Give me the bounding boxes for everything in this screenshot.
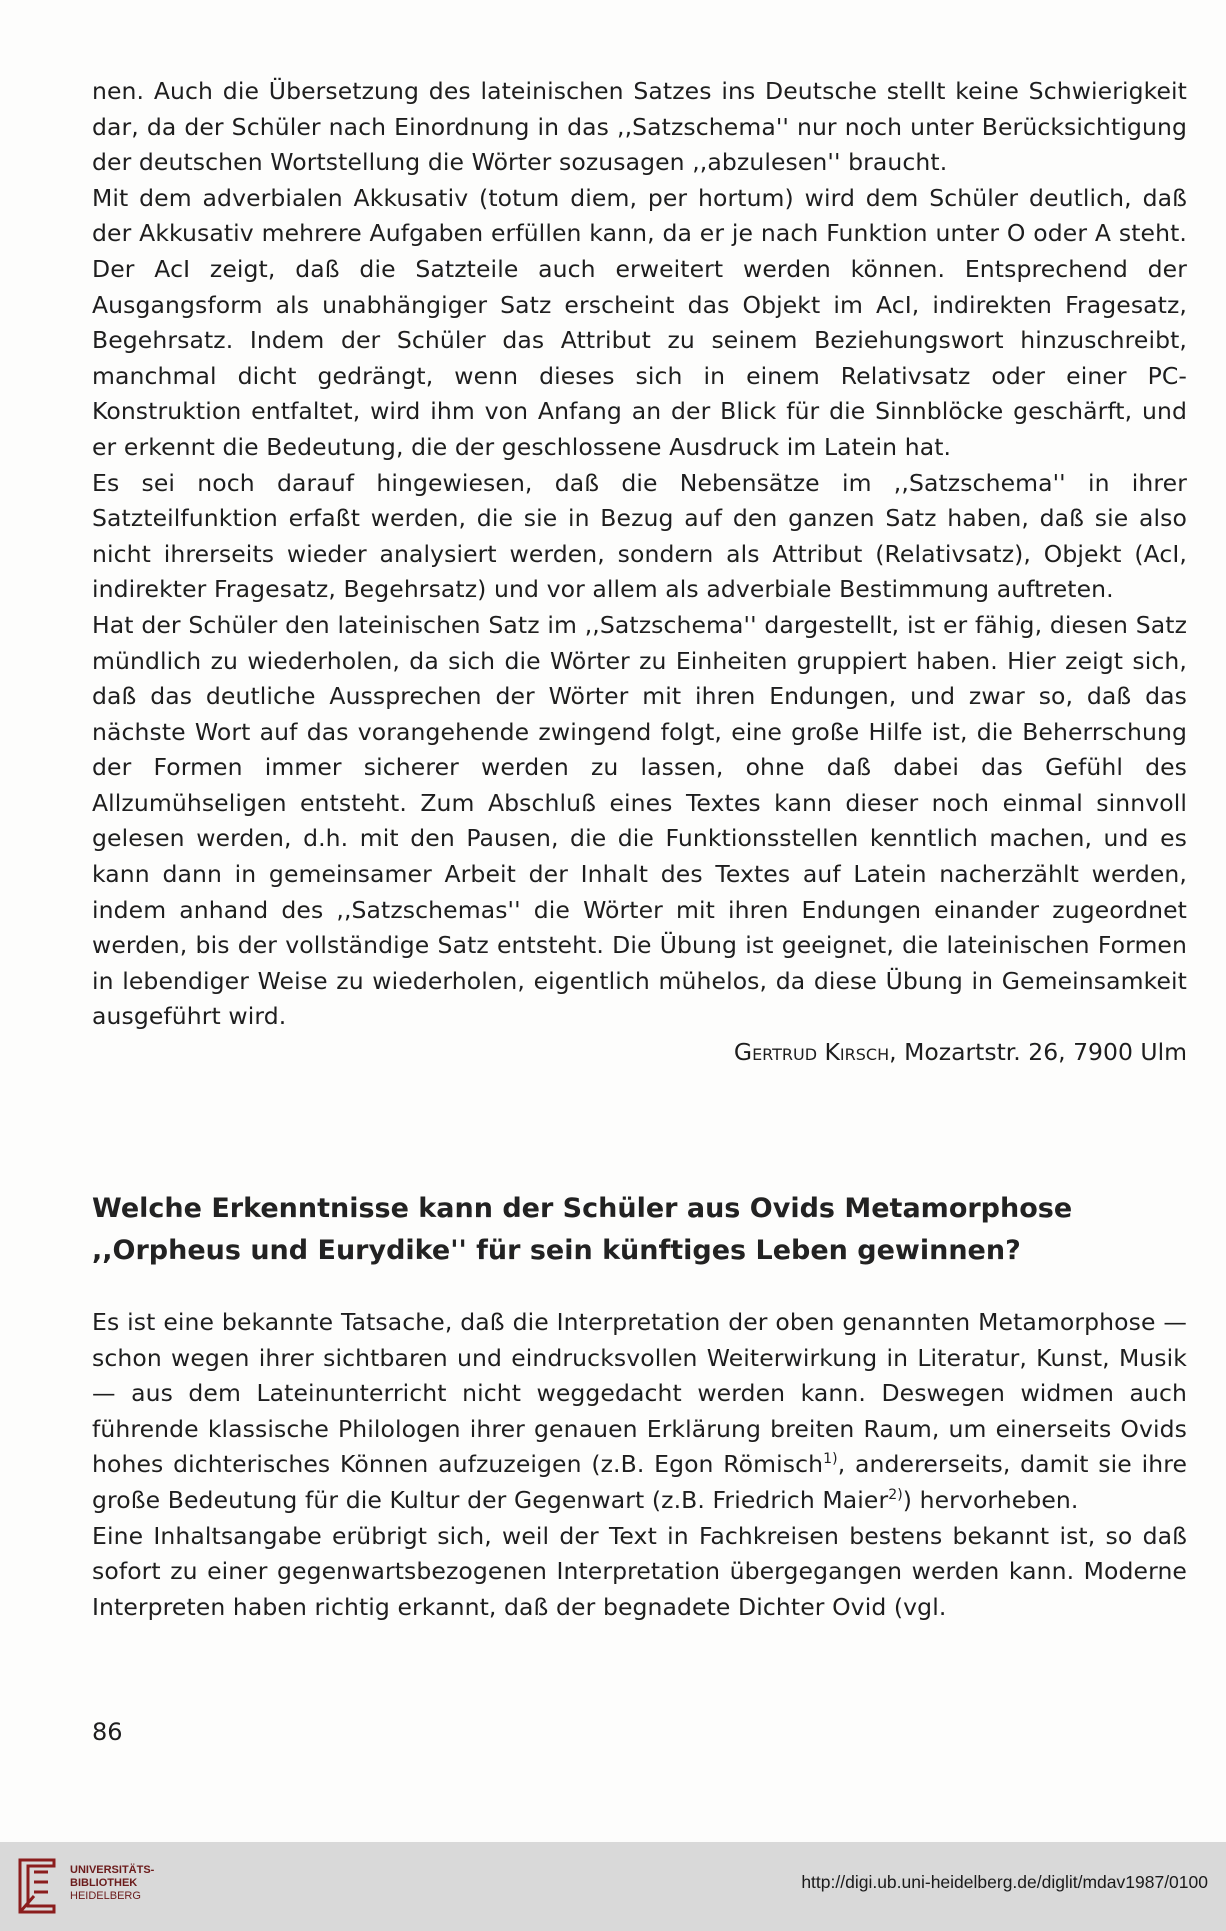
author-signature [92, 1035, 1187, 1071]
library-name-line: UNIVERSITÄTS- [70, 1864, 155, 1876]
article-heading [92, 1188, 1187, 1272]
paragraph-text: ) hervorheben. [902, 1485, 1079, 1514]
page-number: 86 [92, 1718, 123, 1746]
footnote-ref: 1) [823, 1451, 838, 1468]
paragraph: nen. Auch die Übersetzung des lateinischen Satzes ins Deutsche stellt keine Schwierigkeit dar, da der Schüler nach Einordnung in das ,,Satzschema'' nur noch unter Berücksichtigung der deutschen Wortstellung die Wörter sozusagen ,,abzulesen'' braucht. [92, 77, 1187, 177]
permalink-url[interactable]: http://digi.ub.uni-heidelberg.de/diglit/mdav1987/0100 [801, 1872, 1208, 1892]
paragraph-text: Es ist eine bekannte Tatsache, daß die Interpretation der oben genannten Metamorphose — schon wegen ihrer sichtbaren und eindrucksvollen Weiterwirkung in Literatur, Kunst, Musik — aus dem Lateinunterricht nicht weggedacht werden kann. Deswegen widmen auch führende klassische Philologen ihrer genauen Erklärung breiten Raum, um einerseits Ovids hohes dichterisches Können aufzuzeigen (z.B. Egon Römisch [92, 1308, 1187, 1479]
paragraph: Es sei noch darauf hingewiesen, daß die Nebensätze im ,,Satzschema'' in ihrer Satzteilfunktion erfaßt werden, die sie in Bezug auf den ganzen Satz haben, daß sie also nicht ihrerseits wieder analysiert werden, sondern als Attribut (Relativsatz), Objekt (AcI, indirekter Fragesatz, Begehrsatz) und vor allem als adverbiale Bestimmung auftreten. [92, 468, 1187, 604]
library-name-line: HEIDELBERG [70, 1890, 141, 1902]
paragraph: Mit dem adverbialen Akkusativ (totum diem, per hortum) wird dem Schüler deutlich, daß der Akkusativ mehrere Aufgaben erfüllen kann, da er je nach Funktion unter O oder A steht. Der AcI zeigt, daß die Satzteile auch erweitert werden können. Entsprechend der Ausgangsform als unabhängiger Satz erscheint das Objekt im AcI, indirekten Fragesatz, Begehrsatz. Indem der Schüler das Attribut zu seinem Beziehungswort hinzuschreibt, manchmal dicht gedrängt, wenn dieses sich in einem Relativsatz oder einer PC-Konstruktion entfaltet, wird ihm von Anfang an der Blick für die Sinnblöcke geschärft, und er erkennt die Bedeutung, die der geschlossene Ausdruck im Latein hat. [92, 183, 1187, 461]
paragraph-text: , andererseits, damit sie ihre große Bedeutung für die Kultur der Gegenwart (z.B. Friedrich Maier [92, 1450, 1187, 1514]
library-name [70, 1864, 154, 1903]
library-footer [0, 1842, 1226, 1931]
article-continuation [92, 74, 1187, 1071]
heading-line-2: ,,Orpheus und Eurydike'' für sein künftiges Leben gewinnen? [92, 1235, 1021, 1266]
paragraph [92, 1305, 1187, 1519]
footnote-ref: 2) [888, 1487, 903, 1504]
library-logo-icon [14, 1856, 60, 1916]
heading-line-1: Welche Erkenntnisse kann der Schüler aus Ovids Metamorphose [92, 1193, 1073, 1224]
author-address: , Mozartstr. 26, 7900 Ulm [889, 1038, 1187, 1067]
paragraph: Hat der Schüler den lateinischen Satz im ,,Satzschema'' dargestellt, ist er fähig, diesen Satz mündlich zu wiederholen, da sich die Wörter zu Einheiten gruppiert haben. Hier zeigt sich, daß das deutliche Aussprechen der Wörter mit ihren Endungen, und zwar so, daß das nächste Wort auf das vorangehende zwingend folgt, eine große Hilfe ist, die Beherrschung der Formen immer sicherer werden zu lassen, ohne daß dabei das Gefühl des Allzumühseligen entsteht. Zum Abschluß eines Textes kann dieser noch einmal sinnvoll gelesen werden, d.h. mit den Pausen, die die Funktionsstellen kenntlich machen, und es kann dann in gemeinsamer Arbeit der Inhalt des Textes auf Latein nacherzählt werden, indem anhand des ,,Satzschemas'' die Wörter mit ihren Endungen einander zugeordnet werden, bis der vollständige Satz entsteht. Die Übung ist geeignet, die lateinischen Formen in lebendiger Weise zu wiederholen, eigentlich mühelos, da diese Übung in Gemeinsamkeit ausgeführt wird. [92, 610, 1187, 1031]
library-name-line: BIBLIOTHEK [70, 1877, 138, 1889]
article-body [92, 1305, 1187, 1625]
author-name: Gertrud Kirsch [733, 1038, 890, 1067]
paragraph: Eine Inhaltsangabe erübrigt sich, weil der Text in Fachkreisen bestens bekannt ist, so daß sofort zu einer gegenwartsbezogenen Interpretation übergegangen werden kann. Moderne Interpreten haben richtig erkannt, daß der begnadete Dichter Ovid (vgl. [92, 1521, 1187, 1621]
